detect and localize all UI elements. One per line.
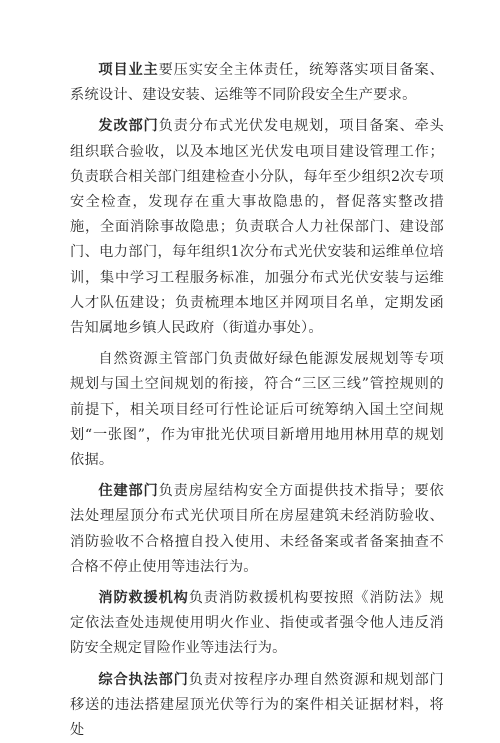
paragraph-project-owner — [70, 58, 444, 108]
paragraph-natural-resources — [70, 347, 444, 473]
paragraph-text: 负责对按程序办理自然资源和规划部门移送的违法搭建屋顶光伏等行为的案件相关证据材料，将处 — [70, 671, 444, 739]
paragraph-text: 负责分布式光伏发电规划，项目备案、牵头组织联合验收，以及本地区光伏发电项目建设管理工作；负责联合相关部门组建检查小分队，每年至少组织2次专项安全检查，发现存在重大事故隐患的，督促落实整改措施，全面消除事故隐患；负责联合人力社保部门、建设部门、电力部门，每年组织1次分布式光伏安装和运维单位培训，集中学习工程服务标准，加强分布式光伏安装与运维人才队伍建设；负责梳理本地区并网项目名单，定期发函告知属地乡镇人民政府（街道办事处）。 — [70, 118, 444, 337]
paragraph-text: 负责房屋结构安全方面提供技术指导；要依法处理屋顶分布式光伏项目所在房屋建筑未经消防验收、消防验收不合格擅自投入使用、未经备案或者备案抽查不合格不停止使用等违法行为。 — [70, 483, 444, 575]
paragraph-development-reform — [70, 114, 444, 341]
paragraph-text: 要压实安全主体责任，统筹落实项目备案、系统设计、建设安装、运维等不同阶段安全生产要求。 — [70, 62, 444, 104]
paragraph-lead: 综合执法部门 — [98, 671, 189, 688]
paragraph-text: 自然资源主管部门负责做好绿色能源发展规划等专项规划与国土空间规划的衔接，符合“三区三线”管控规则的前提下，相关项目经可行性论证后可统筹纳入国土空间规划“一张图”，作为审批光伏项目新增用地用林用草的规划依据。 — [70, 351, 444, 469]
paragraph-fire-rescue — [70, 586, 444, 662]
paragraph-lead: 发改部门 — [98, 118, 159, 135]
paragraph-lead: 项目业主 — [98, 62, 159, 78]
paragraph-housing-construction — [70, 479, 444, 580]
paragraph-text: 负责消防救援机构要按照《消防法》规定依法查处违规使用明火作业、指使或者强令他人违反消防安全规定冒险作业等违法行为。 — [70, 590, 444, 657]
paragraph-lead: 消防救援机构 — [98, 590, 189, 607]
paragraph-lead: 住建部门 — [98, 483, 159, 500]
paragraph-law-enforcement — [70, 668, 444, 743]
